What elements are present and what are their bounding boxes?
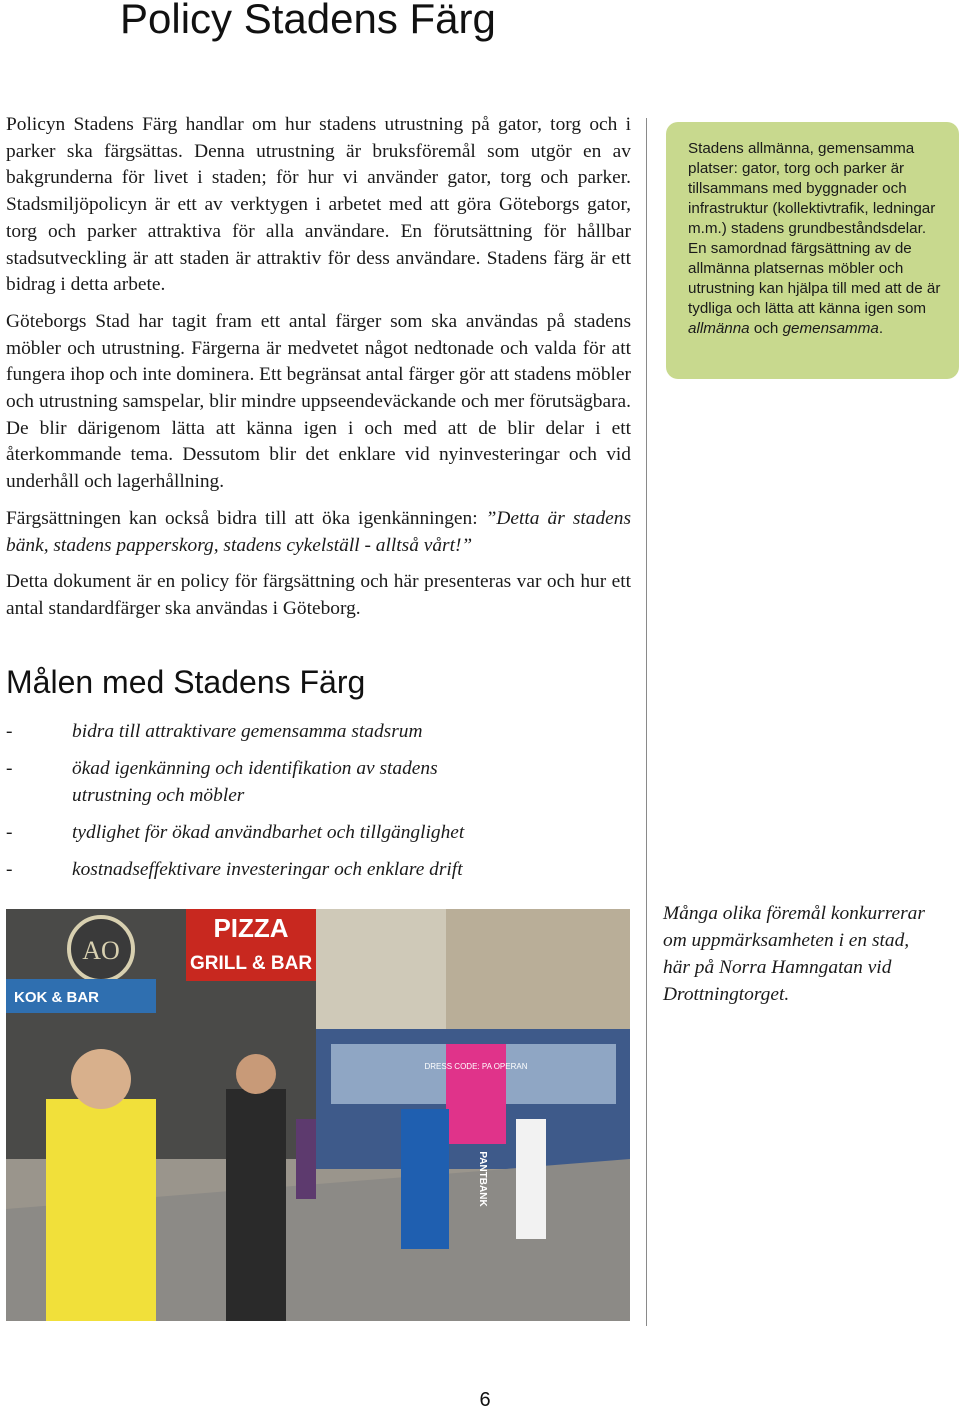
goal-text: kostnadseffektivare investeringar och enklare drift xyxy=(72,859,463,880)
goal-text: tydlighet för ökad användbarhet och tillgänglighet xyxy=(72,822,465,843)
intro-paragraph-3-lead: Färgsättningen kan också bidra till att öka igenkänningen: xyxy=(6,507,486,529)
person-distant xyxy=(296,1119,316,1199)
intro-paragraph-3 xyxy=(6,506,631,559)
goal-item xyxy=(6,856,626,883)
goal-text: bidra till attraktivare gemensamma stadsrum xyxy=(72,721,423,742)
photo-caption: Många olika föremål konkurrerar om uppmärksamheten i en stad, här på Norra Hamngatan vid Drottningtorget. xyxy=(663,903,925,1005)
pizza-sign-line2: GRILL & BAR xyxy=(189,953,313,974)
dress-code-poster xyxy=(446,1044,506,1144)
intro-quote: ”Detta är stadens bänk, stadens papperskorg, stadens cykelställ - alltså vårt!” xyxy=(6,507,631,556)
goal-text: ökad igenkänning och identifikation av stadens utrustning och möbler xyxy=(72,758,438,806)
pizza-sign-line1: PIZZA xyxy=(213,913,289,943)
intro-paragraph-4: Detta dokument är en policy för färgsättning och här presenteras var och hur ett antal standardfärger ska användas i Göteborg. xyxy=(6,571,631,619)
restaurant-logo-text: AO xyxy=(82,936,120,965)
page-number: 6 xyxy=(479,1389,491,1411)
goal-item xyxy=(6,718,626,745)
goals-list xyxy=(6,718,626,893)
person-head xyxy=(71,1049,131,1109)
goal-bullet: - xyxy=(6,859,13,880)
intro-paragraph-2: Göteborgs Stad har tagit fram ett antal färger som ska användas på stadens möbler och utrustning. Färgerna är medvetet något nedtonade och valda för att fungera ihop och inte dominera. Ett begränsat antal färger gör att stadens möbler och utrustning samspelar, blir mindre uppseendeväckande och mer förutsägbara. De blir därigenom lätta att känna igen i och med att de blir delar i ett återkommande tema. Dessutom blir det enklare vid nyinvesteringar och vid underhåll och lagerhållning. xyxy=(6,310,631,493)
goal-bullet: - xyxy=(6,822,13,843)
sidebar-info-text: Stadens allmänna, gemensamma platser: gator, torg och parker är tillsammans med byggnader och infrastruktur (kollektivtrafik, ledningar m.m.) stadens grundbeståndsdelar. En samordnad färgsättning av de allmänna platsernas möbler och utrustning kan hjälpa till med att de är tydliga och lätta att känna igen som xyxy=(688,140,941,317)
sidebar-term-allmanna: allmänna xyxy=(688,320,750,337)
person-yellow-shirt xyxy=(46,1099,156,1321)
person-dark xyxy=(226,1089,286,1321)
intro-paragraph-1: Policyn Stadens Färg handlar om hur stadens utrustning på gator, torg och i parker ska färgsättas. Denna utrustning är bruksföremål som utgör en av bakgrunderna för livet i staden; för hur vi använder gator, torg och parker. Stadsmiljöpolicyn är ett av verktygen i arbetet med att göra Göteborgs gator, torg och parker attraktiva för alla användare. En förutsättning för hållbar stadsutveckling är att staden är attraktiv för dess användare. Stadens färg är ett bidrag i detta arbete. xyxy=(6,114,631,296)
goal-bullet: - xyxy=(6,758,13,779)
sidebar-info-box xyxy=(666,122,959,379)
pantbank-machine xyxy=(401,1109,449,1249)
column-divider xyxy=(646,118,647,1326)
page-title: Policy Stadens Färg xyxy=(120,0,496,42)
dress-code-text: DRESS CODE: PA OPERAN xyxy=(424,1062,528,1071)
goal-item xyxy=(6,819,626,846)
goal-item xyxy=(6,755,626,809)
street-scene-illustration xyxy=(6,909,630,1321)
tram-window xyxy=(331,1044,451,1104)
goal-bullet: - xyxy=(6,721,13,742)
sidebar-and: och xyxy=(749,320,783,337)
intro-body xyxy=(6,112,631,633)
awning-text: KOK & BAR xyxy=(14,989,99,1006)
person-white-shirt xyxy=(516,1119,546,1239)
goals-heading: Målen med Stadens Färg xyxy=(6,664,366,700)
sidebar-term-gemensamma: gemensamma xyxy=(782,320,879,337)
sidebar-end: . xyxy=(878,320,884,337)
street-photo xyxy=(6,909,630,1321)
pantbank-text: PANTBANK xyxy=(477,1151,488,1207)
person-head xyxy=(236,1054,276,1094)
